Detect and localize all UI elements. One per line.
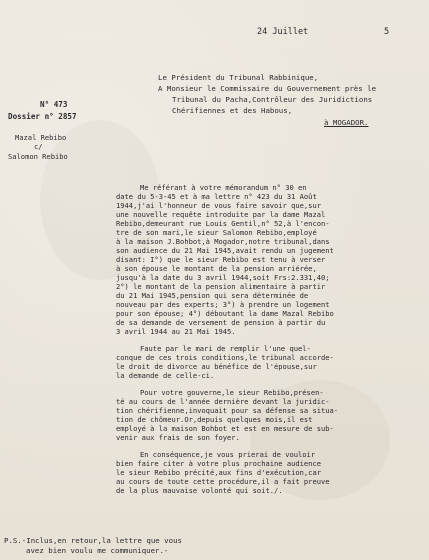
- paragraph-line: du 21 Mai 1945,pension qui sera déterminée de: [116, 291, 309, 300]
- paragraph-line: tion chérifienne,invoquait pour sa défense sa situa-: [116, 406, 339, 415]
- paragraph-line: jusqu'à la date du 3 avril 1944,soit Frs:2.331,40;: [116, 273, 330, 282]
- letter-date: 24 Juillet: [257, 27, 309, 37]
- address-line: Chérifiennes et des Habous,: [172, 106, 293, 115]
- paragraph-line: au cours de toute cette procédure,il a fait preuve: [116, 477, 330, 486]
- paragraph-line: le sieur Rebibo précité,aux fins d'exécution,car: [116, 468, 321, 477]
- paragraph-line: té au cours de l'année dernière devant la juridic-: [116, 397, 330, 406]
- paragraph-line: Pour votre gouverne,le sieur Rebibo,présen-: [140, 388, 324, 397]
- paragraph-line: date du 5-3-45 et à ma lettre n° 423 du 31 Août: [116, 192, 317, 201]
- paragraph-line: le droit de divorce au bénéfice de l'épouse,sur: [116, 362, 317, 371]
- paragraph-line: de la plus mauvaise volonté qui soit./.: [116, 486, 283, 495]
- address-line: Tribunal du Pacha,Contrôleur des Juridictions: [172, 95, 373, 104]
- paragraph-line: 1944,j'ai l'honneur de vous faire savoir que,sur: [116, 201, 321, 210]
- paragraph-line: pour son épouse; 4°) déboutant la dame Mazal Rebibo: [116, 309, 334, 318]
- paragraph-line: son audience du 21 Mai 1945,avait rendu un jugement: [116, 246, 334, 255]
- paragraph-line: disant: I°) que le sieur Rebibo est tenu à verser: [116, 255, 326, 264]
- paragraph-line: tion de chômeur.Or,depuis quelques mois,il est: [116, 415, 313, 424]
- paragraph-line: Rebibo,demeurant rue Louis Gentil,n° 52,à l'encon-: [116, 219, 330, 228]
- paragraph-line: nouveau par des experts; 3°) à prendre un logement: [116, 300, 330, 309]
- paragraph-line: bien faire citer à votre plus prochaine audience: [116, 459, 321, 468]
- versus-mark: c/: [34, 142, 43, 151]
- paragraph-line: 3 avril 1944 au 21 Mai 1945.: [116, 327, 236, 336]
- paragraph-line: à son épouse le montant de la pension arriérée,: [116, 264, 317, 273]
- paragraph-line: Faute par le mari de remplir l'une quel-: [140, 344, 311, 353]
- page-number: 5: [384, 27, 390, 37]
- party-plaintiff: Mazal Rebibo: [15, 133, 67, 142]
- paragraph-line: En conséquence,je vous prierai de vouloir: [140, 450, 316, 459]
- paragraph-line: conque de ces trois conditions,le tribunal accorde-: [116, 353, 334, 362]
- paragraph-line: une nouvelle requête introduite par la dame Mazal: [116, 210, 326, 219]
- paragraph-line: de sa demande de versement de pension à partir du: [116, 318, 326, 327]
- paragraph-line: la demande de celle-ci.: [116, 371, 215, 380]
- address-line: A Monsieur le Commissaire du Gouvernement près le: [158, 84, 377, 93]
- paragraph-line: 2°) le montant de la pension alimentaire à partir: [116, 282, 326, 291]
- reference-number: N° 473: [40, 100, 68, 109]
- paragraph-line: venir aux frais de son foyer.: [116, 433, 240, 442]
- dossier-number: Dossier n° 2857: [8, 112, 77, 121]
- party-defendant: Salomon Rebibo: [8, 152, 68, 161]
- address-line: Le Président du Tribunal Rabbinique,: [158, 73, 319, 82]
- paragraph-line: employé à la maison Bohbot et est en mesure de sub-: [116, 424, 334, 433]
- paragraph-line: à la maison J.Bohbot,à Mogador,notre tribunal,dans: [116, 237, 330, 246]
- paragraph-line: Me référant à votre mémorandum n° 30 en: [140, 183, 307, 192]
- paragraph-line: tre de son mari,le sieur Salomon Rebibo,employé: [116, 228, 317, 237]
- postscript-line: avez bien voulu me communiquer.-: [26, 546, 169, 555]
- address-city: à MOGADOR.: [324, 118, 369, 127]
- postscript-line: P.S.-Inclus,en retour,la lettre que vous: [4, 536, 182, 545]
